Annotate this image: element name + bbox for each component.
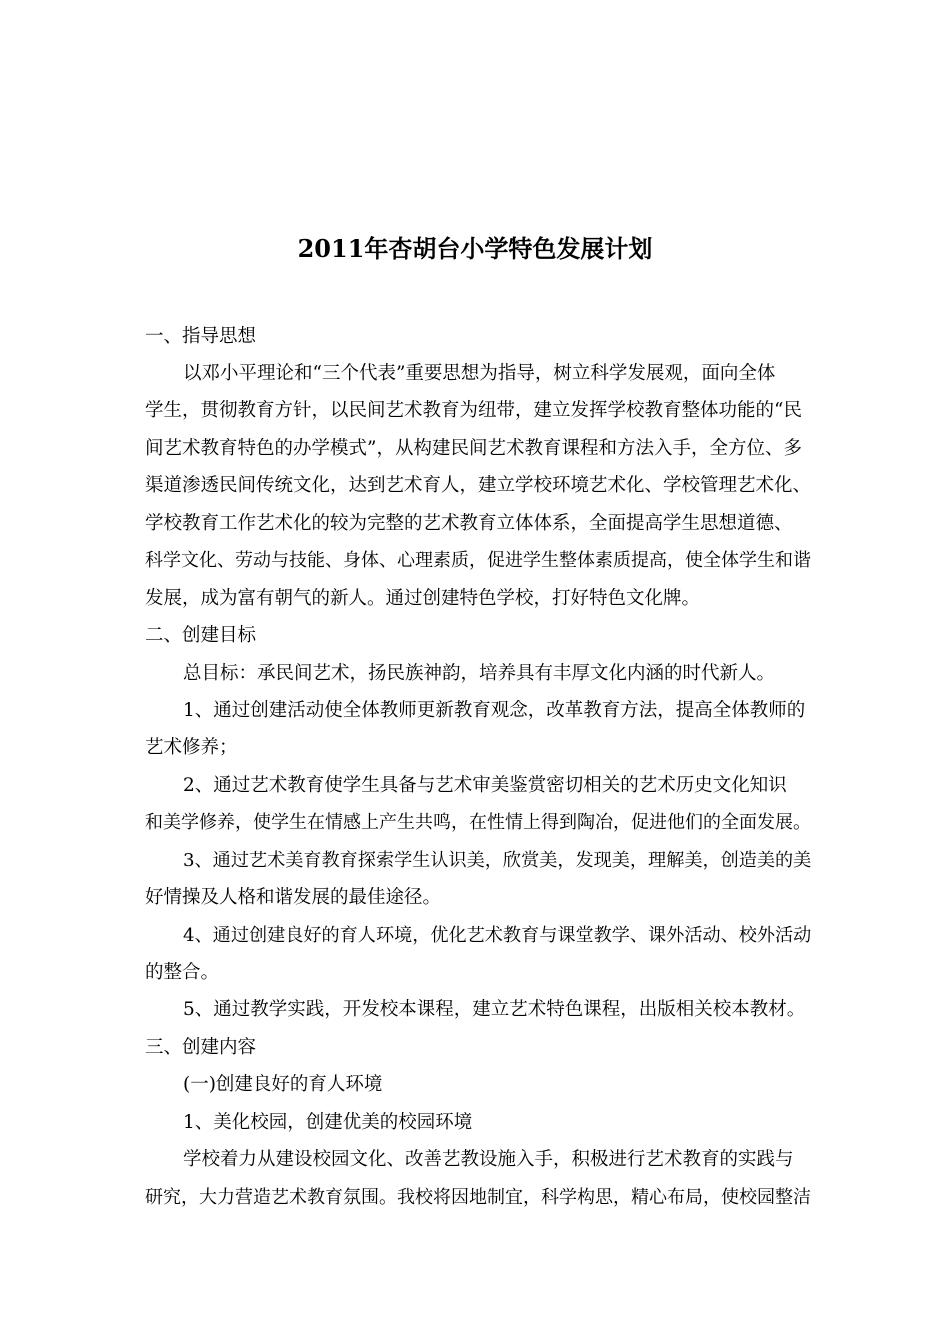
- document-title: 2011年杏胡台小学特色发展计划: [297, 234, 653, 263]
- paragraph-line: 的整合。: [145, 962, 220, 983]
- paragraph-line: 1、美化校园，创建优美的校园环境: [183, 1112, 473, 1133]
- paragraph-line: 和美学修养，使学生在情感上产生共鸣，在性情上得到陶冶，促进他们的全面发展。: [145, 812, 811, 833]
- paragraph-line: 5、通过教学实践，开发校本课程，建立艺术特色课程，出版相关校本教材。: [183, 999, 806, 1020]
- paragraph-line: 学生，贯彻教育方针，以民间艺术教育为纽带，建立发挥学校教育整体功能的“民: [145, 400, 802, 421]
- paragraph-line: 1、通过创建活动使全体教师更新教育观念，改革教育方法，提高全体教师的: [183, 700, 806, 721]
- paragraph-line: 研究，大力营造艺术教育氛围。我校将因地制宜，科学构思，精心布局，使校园整洁: [145, 1187, 811, 1208]
- section-heading: 三、创建内容: [145, 1037, 257, 1058]
- paragraph-line: 以邓小平理论和“三个代表”重要思想为指导，树立科学发展观，面向全体: [183, 363, 776, 384]
- paragraph-line: 艺术修养；: [145, 737, 238, 758]
- paragraph-line: 科学文化、劳动与技能、身体、心理素质，促进学生整体素质提高，使全体学生和谐: [145, 550, 811, 571]
- paragraph-line: 总目标：承民间艺术，扬民族神韵，培养具有丰厚文化内涵的时代新人。: [183, 663, 776, 684]
- paragraph-line: 渠道渗透民间传统文化，达到艺术育人，建立学校环境艺术化、学校管理艺术化、: [145, 475, 812, 496]
- paragraph-line: 学校着力从建设校园文化、改善艺教设施入手，积极进行艺术教育的实践与: [183, 1149, 794, 1170]
- paragraph-line: 好情操及人格和谐发展的最佳途径。: [145, 887, 442, 908]
- section-heading: 二、创建目标: [145, 625, 257, 646]
- paragraph-line: 2、通过艺术教育使学生具备与艺术审美鉴赏密切相关的艺术历史文化知识: [183, 775, 787, 796]
- paragraph-line: 3、通过艺术美育教育探索学生认识美，欣赏美，发现美，理解美，创造美的美: [183, 850, 812, 871]
- paragraph-line: 4、通过创建良好的育人环境，优化艺术教育与课堂教学、课外活动、校外活动: [183, 925, 812, 946]
- subsection-heading: (一)创建良好的育人环境: [183, 1074, 383, 1095]
- paragraph-line: 发展，成为富有朝气的新人。通过创建特色学校，打好特色文化牌。: [145, 588, 701, 609]
- section-heading: 一、指导思想: [145, 326, 257, 347]
- paragraph-line: 学校教育工作艺术化的较为完整的艺术教育立体体系，全面提高学生思想道德、: [145, 513, 793, 534]
- paragraph-line: 间艺术教育特色的办学模式”，从构建民间艺术教育课程和方法入手，全方位、多: [145, 438, 802, 459]
